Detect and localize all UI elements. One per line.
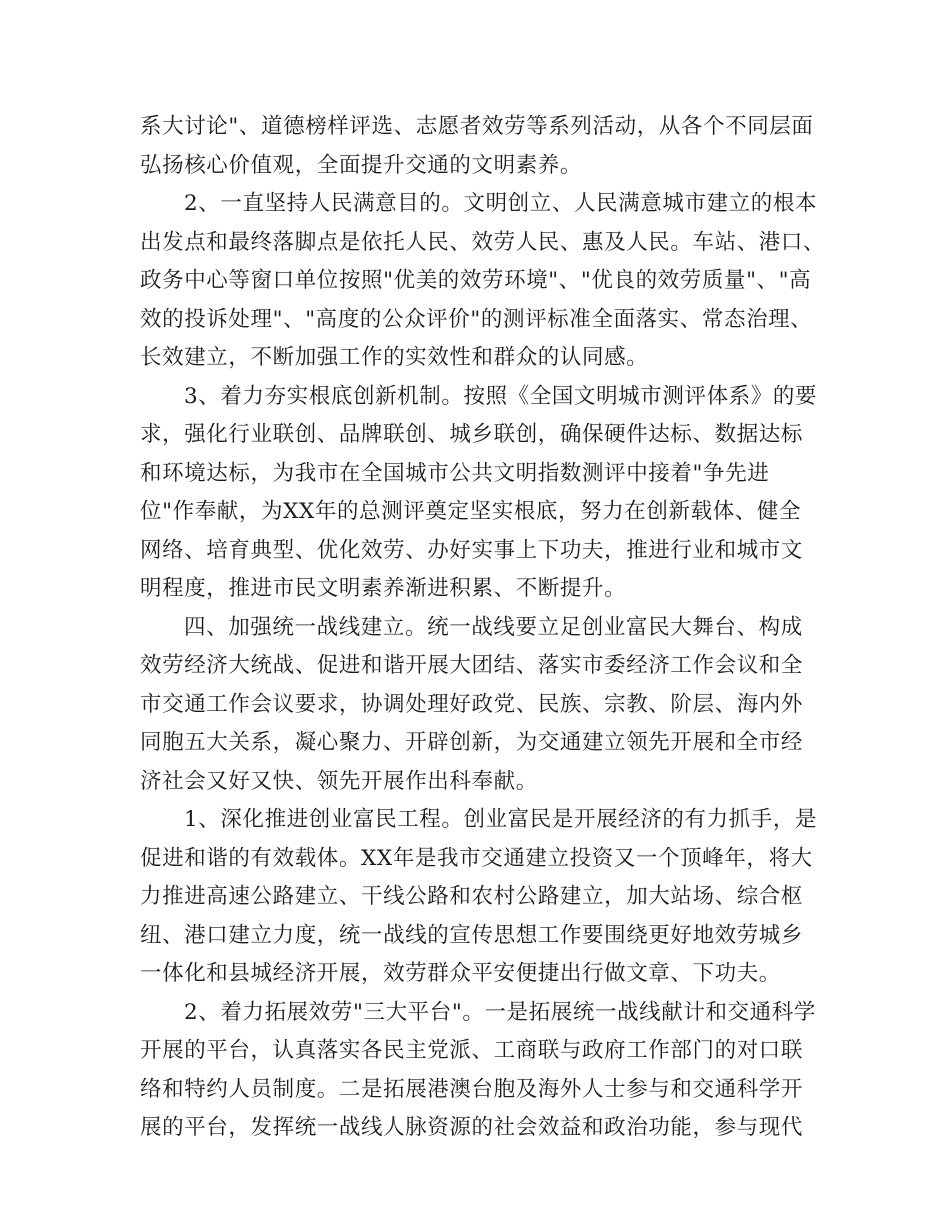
text-line: 一体化和县城经济开展，效劳群众平安便捷出行做文章、下功夫。 bbox=[140, 961, 781, 986]
text-line: 位"作奉献，为XX年的总测评奠定坚实根底，努力在创新载体、健全 bbox=[140, 499, 802, 524]
text-line: 同胞五大关系，凝心聚力、开辟创新，为交通建立领先开展和全市经 bbox=[140, 730, 804, 755]
text-line: 络和特约人员制度。二是拓展港澳台胞及海外人士参与和交通科学开 bbox=[140, 1076, 804, 1102]
text-line: 出发点和最终落脚点是依托人民、效劳人民、惠及人民。车站、港口、 bbox=[140, 229, 826, 255]
text-line: 长效建立，不断加强工作的实效性和群众的认同感。 bbox=[140, 345, 649, 370]
paragraph-first-line: 3、着力夯实根底创新机制。按照《全国文明城市测评体系》的要 bbox=[184, 383, 818, 409]
text-line: 求，强化行业联创、品牌联创、城乡联创，确保硬件达标、数据达标 bbox=[140, 422, 804, 447]
text-line: 弘扬核心价值观，全面提升交通的文明素养。 bbox=[140, 152, 583, 178]
paragraph-first-line: 四、加强统一战线建立。统一战线要立足创业富民大舞台、构成 bbox=[184, 614, 803, 640]
text-line: 开展的平台，认真落实各民主党派、工商联与政府工作部门的对口联 bbox=[140, 1038, 804, 1063]
text-line: 效劳经济大统战、促进和谐开展大团结、落实市委经济工作会议和全 bbox=[140, 653, 804, 678]
text-line: 政务中心等窗口单位按照"优美的效劳环境"、"优良的效劳质量"、"高 bbox=[140, 268, 812, 293]
text-line: 效的投诉处理"、"高度的公众评价"的测评标准全面落实、常态治理、 bbox=[140, 306, 813, 332]
text-line: 促进和谐的有效载体。XX年是我市交通建立投资又一个顶峰年，将大 bbox=[140, 845, 813, 871]
text-line: 网络、培育典型、优化效劳、办好实事上下功夫，推进行业和城市文 bbox=[140, 537, 804, 563]
text-line: 市交通工作会议要求，协调处理好政党、民族、宗教、阶层、海内外 bbox=[140, 691, 804, 717]
text-line: 纽、港口建立力度，统一战线的宣传思想工作要围绕更好地效劳城乡 bbox=[140, 922, 804, 948]
text-line: 力推进高速公路建立、干线公路和农村公路建立，加大站场、综合枢 bbox=[140, 884, 804, 909]
paragraph-first-line: 2、着力拓展效劳"三大平台"。一是拓展统一战线献计和交通科学 bbox=[184, 999, 816, 1025]
paragraph-first-line: 1、深化推进创业富民工程。创业富民是开展经济的有力抓手，是 bbox=[184, 807, 818, 832]
text-line: 系大讨论"、道德榜样评选、志愿者效劳等系列活动，从各个不同层面 bbox=[140, 114, 814, 139]
document-body bbox=[140, 108, 826, 1148]
text-line: 明程度，推进市民文明素养渐进积累、不断提升。 bbox=[140, 576, 627, 601]
text-line: 济社会又好又快、领先开展作出科奉献。 bbox=[140, 768, 538, 794]
text-line: 和环境达标，为我市在全国城市公共文明指数测评中接着"争先进 bbox=[140, 460, 770, 486]
text-line: 展的平台，发挥统一战线人脉资源的社会效益和政治功能，参与现代 bbox=[140, 1115, 804, 1140]
paragraph-first-line: 2、一直坚持人民满意目的。文明创立、人民满意城市建立的根本 bbox=[184, 191, 818, 216]
